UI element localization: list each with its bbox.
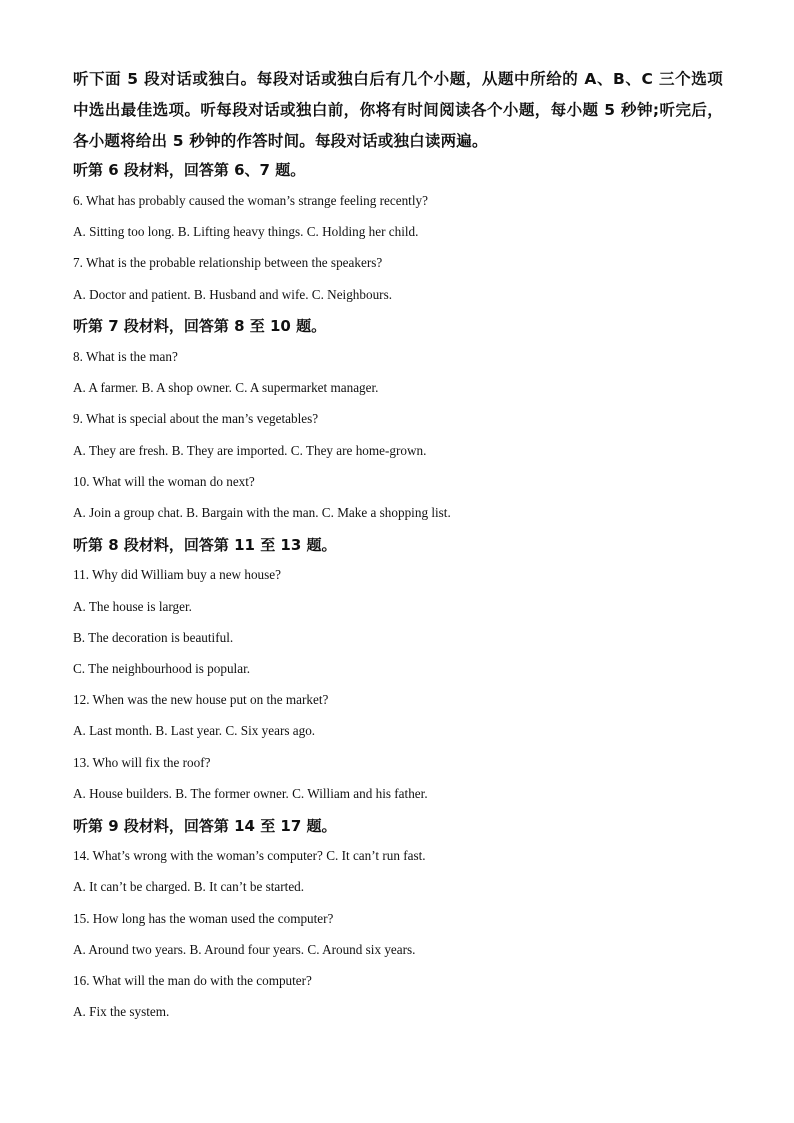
question-6: 6. What has probably caused the woman’s strange feeling recently? <box>73 193 428 208</box>
question-15: 15. How long has the woman used the computer? <box>73 911 334 926</box>
option-11b: B. The decoration is beautiful. <box>73 630 234 645</box>
question-13: 13. Who will fix the roof? <box>73 755 211 770</box>
options-14: A. It can’t be charged. B. It can’t be started. <box>73 879 305 894</box>
options-15: A. Around two years. B. Around four years. C. Around six years. <box>73 942 416 957</box>
question-14: 14. What’s wrong with the woman’s computer? C. It can’t run fast. <box>73 848 426 863</box>
question-7: 7. What is the probable relationship between the speakers? <box>73 255 383 270</box>
section-heading-7: 听第 7 段材料，回答第 8 至 10 题。 <box>73 317 327 335</box>
section-heading-6: 听第 6 段材料，回答第 6、7 题。 <box>73 161 306 179</box>
question-9: 9. What is special about the man’s vegetables? <box>73 411 319 426</box>
question-10: 10. What will the woman do next? <box>73 474 255 489</box>
question-11: 11. Why did William buy a new house? <box>73 567 281 582</box>
section-heading-9: 听第 9 段材料，回答第 14 至 17 题。 <box>73 817 337 835</box>
options-12: A. Last month. B. Last year. C. Six years ago. <box>73 723 316 738</box>
options-16: A. Fix the system. <box>73 1004 170 1019</box>
options-8: A. A farmer. B. A shop owner. C. A supermarket manager. <box>73 380 379 395</box>
option-11a: A. The house is larger. <box>73 599 192 614</box>
options-6: A. Sitting too long. B. Lifting heavy things. C. Holding her child. <box>73 224 419 239</box>
question-12: 12. When was the new house put on the market? <box>73 692 329 707</box>
listening-instructions: 听下面 5 段对话或独白。每段对话或独白后有几个小题，从题中所给的 A、B、C 三个选项中选出最佳选项。听每段对话或独白前，你将有时间阅读各个小题，每小题 5 秒钟;听完后，各小题将给出 5 秒钟的作答时间。每段对话或独白读两遍。 <box>73 70 723 150</box>
options-13: A. House builders. B. The former owner. C. William and his father. <box>73 786 428 801</box>
option-11c: C. The neighbourhood is popular. <box>73 661 251 676</box>
options-7: A. Doctor and patient. B. Husband and wife. C. Neighbours. <box>73 287 393 302</box>
question-16: 16. What will the man do with the computer? <box>73 973 312 988</box>
question-8: 8. What is the man? <box>73 349 178 364</box>
options-9: A. They are fresh. B. They are imported. C. They are home-grown. <box>73 443 427 458</box>
options-10: A. Join a group chat. B. Bargain with the man. C. Make a shopping list. <box>73 505 451 520</box>
section-heading-8: 听第 8 段材料，回答第 11 至 13 题。 <box>73 536 337 554</box>
